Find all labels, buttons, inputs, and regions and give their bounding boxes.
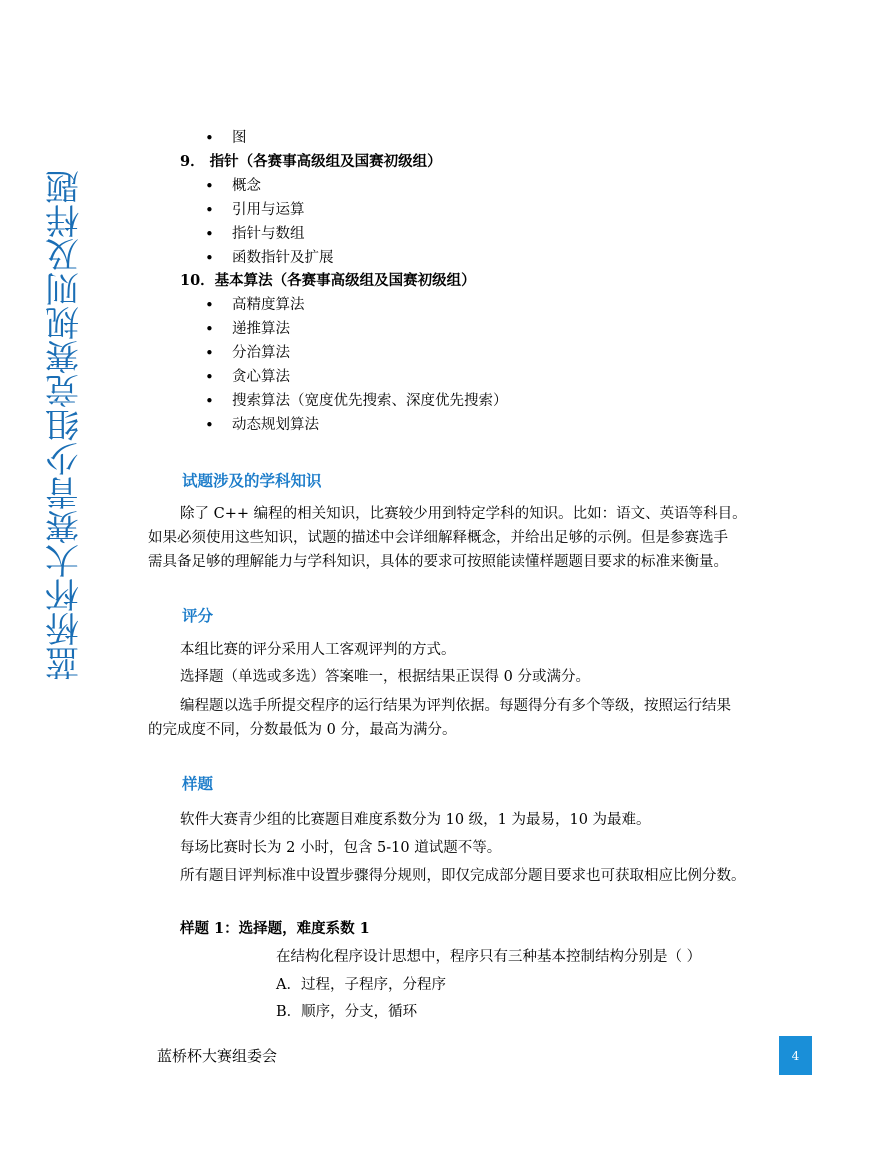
sample-1-question: 在结构化程序设计思想中，程序只有三种基本控制结构分别是（ ） [276,949,702,965]
side-title: 蓝桥杯大赛青少组竞赛规则及样题 [45,170,86,680]
sample-1-option-a: A．过程，子程序，分程序 [276,977,446,993]
samples-line-1: 软件大赛青少组的比赛题目难度系数分为 10 级，1 为最易，10 为最难。 [180,812,651,828]
page-number: 4 [791,1048,800,1063]
section-9-heading: 9． 指针（各赛事高级组及国赛初级组） [180,153,442,170]
sample-1-title: 样题 1：选择题，难度系数 1 [180,920,370,937]
knowledge-line-1: 除了 C++ 编程的相关知识，比赛较少用到特定学科的知识。比如：语文、英语等科目。 [180,506,747,522]
scoring-line-1: 本组比赛的评分采用人工客观评判的方式。 [180,642,456,658]
scoring-title: 评分 [182,607,214,625]
scoring-line-4: 的完成度不同，分数最低为 0 分，最高为满分。 [148,722,457,738]
section-10-heading: 10．基本算法（各赛事高级组及国赛初级组） [180,272,476,289]
knowledge-title: 试题涉及的学科知识 [182,472,322,490]
samples-title: 样题 [182,775,214,793]
scoring-line-3: 编程题以选手所提交程序的运行结果为评判依据。每题得分有多个等级，按照运行结果 [180,698,731,714]
footer-organization: 蓝桥杯大赛组委会 [157,1047,278,1065]
scoring-line-2: 选择题（单选或多选）答案唯一，根据结果正误得 0 分或满分。 [180,669,590,685]
page-number-badge [779,1036,812,1075]
samples-line-2: 每场比赛时长为 2 小时，包含 5-10 道试题不等。 [180,840,502,856]
sample-1-option-b: B．顺序，分支，循环 [276,1004,418,1020]
knowledge-line-3: 需具备足够的理解能力与学科知识，具体的要求可按照能读懂样题题目要求的标准来衡量。 [148,554,728,570]
samples-line-3: 所有题目评判标准中设置步骤得分规则，即仅完成部分题目要求也可获取相应比例分数。 [180,868,746,884]
knowledge-line-2: 如果必须使用这些知识，试题的描述中会详细解释概念，并给出足够的示例。但是参赛选手 [148,530,728,546]
